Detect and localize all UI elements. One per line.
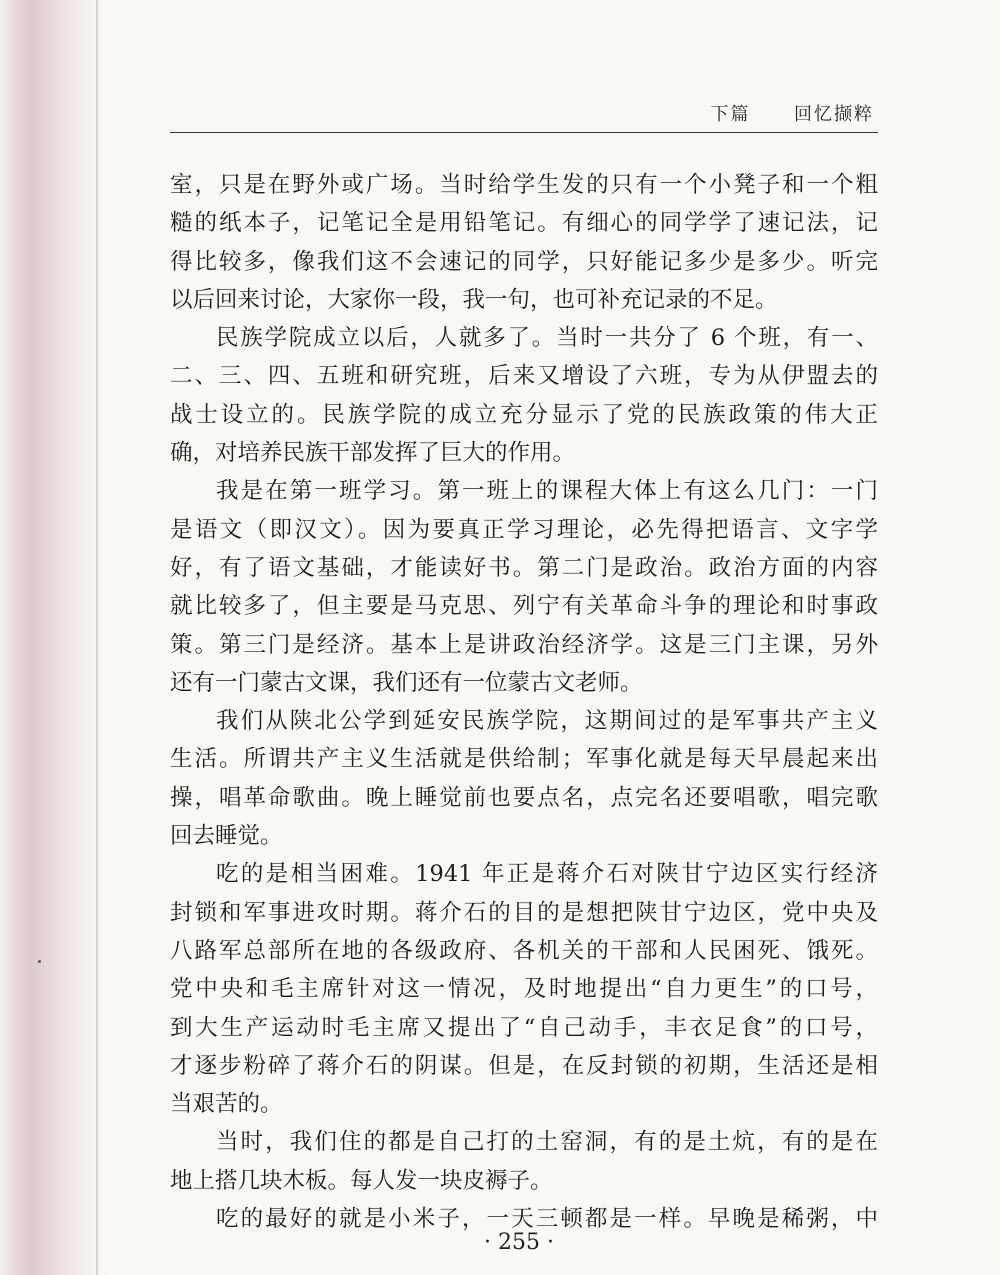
text-line: 吃的是相当困难。1941 年正是蒋介石对陕甘宁边区实行经济: [216, 861, 878, 888]
page-edge: [96, 0, 98, 1275]
page-number: · 255 ·: [484, 1230, 554, 1255]
text-line: 才逐步粉碎了蒋介石的阴谋。但是，在反封锁的初期，生活还是相: [170, 1052, 878, 1079]
text-line: 民族学院成立以后，人就多了。当时一共分了 6 个班，有一、: [216, 325, 878, 352]
text-line: 我是在第一班学习。第一班上的课程大体上有这么几门：一门: [216, 478, 878, 505]
scan-speck: [38, 960, 41, 963]
text-line: 地上搭几块木板。每人发一块皮褥子。: [170, 1167, 553, 1194]
text-line: 得比较多，像我们这不会速记的同学，只好能记多少是多少。听完: [170, 248, 878, 275]
text-line: 我们从陕北公学到延安民族学院，这期间过的是军事共产主义: [216, 708, 878, 735]
text-line: 战士设立的。民族学院的成立充分显示了党的民族政策的伟大正: [170, 401, 878, 428]
text-line: 是语文（即汉文）。因为要真正学习理论，必先得把语言、文字学: [170, 516, 878, 543]
text-line: 确，对培养民族干部发挥了巨大的作用。: [170, 440, 576, 467]
text-line: 到大生产运动时毛主席又提出了“自己动手，丰衣足食”的口号，: [170, 1014, 878, 1041]
text-line: 回去睡觉。: [170, 823, 283, 850]
text-line: 策。第三门是经济。基本上是讲政治经济学。这是三门主课，另外: [170, 631, 878, 658]
running-head: 下篇 回忆撷粹: [710, 104, 874, 125]
text-line: 糙的纸本子，记笔记全是用铅笔记。有细心的同学学了速记法，记: [170, 210, 878, 237]
text-line: 当艰苦的。: [170, 1091, 283, 1118]
text-line: 封锁和军事进攻时期。蒋介石的目的是想把陕甘宁边区，党中央及: [170, 899, 878, 926]
book-gutter-shadow: [0, 0, 110, 1275]
text-line: 党中央和毛主席针对这一情况，及时地提出“自力更生”的口号，: [170, 976, 878, 1003]
text-line: 操，唱革命歌曲。晚上睡觉前也要点名，点完名还要唱歌，唱完歌: [170, 784, 878, 811]
text-line: 八路军总部所在地的各级政府、各机关的干部和人民困死、饿死。: [170, 937, 878, 964]
text-line: 以后回来讨论，大家你一段，我一句，也可补充记录的不足。: [170, 286, 778, 313]
text-line: 还有一门蒙古文课，我们还有一位蒙古文老师。: [170, 669, 643, 696]
text-line: 当时，我们住的都是自己打的土窑洞，有的是土炕，有的是在: [216, 1129, 878, 1156]
text-line: 二、三、四、五班和研究班，后来又增设了六班，专为从伊盟去的: [170, 363, 878, 390]
text-line: 好，有了语文基础，才能读好书。第二门是政治。政治方面的内容: [170, 554, 878, 581]
page-header: [170, 100, 878, 133]
body-text: [170, 166, 878, 1238]
text-line: 生活。所谓共产主义生活就是供给制；军事化就是每天早晨起来出: [170, 746, 878, 773]
text-line: 吃的最好的就是小米子，一天三顿都是一样。早晚是稀粥，中: [216, 1206, 878, 1233]
text-line: 就比较多了，但主要是马克思、列宁有关革命斗争的理论和时事政: [170, 593, 878, 620]
text-line: 室，只是在野外或广场。当时给学生发的只有一个小凳子和一个粗: [170, 172, 878, 198]
page-number-footer: [0, 1230, 1000, 1255]
